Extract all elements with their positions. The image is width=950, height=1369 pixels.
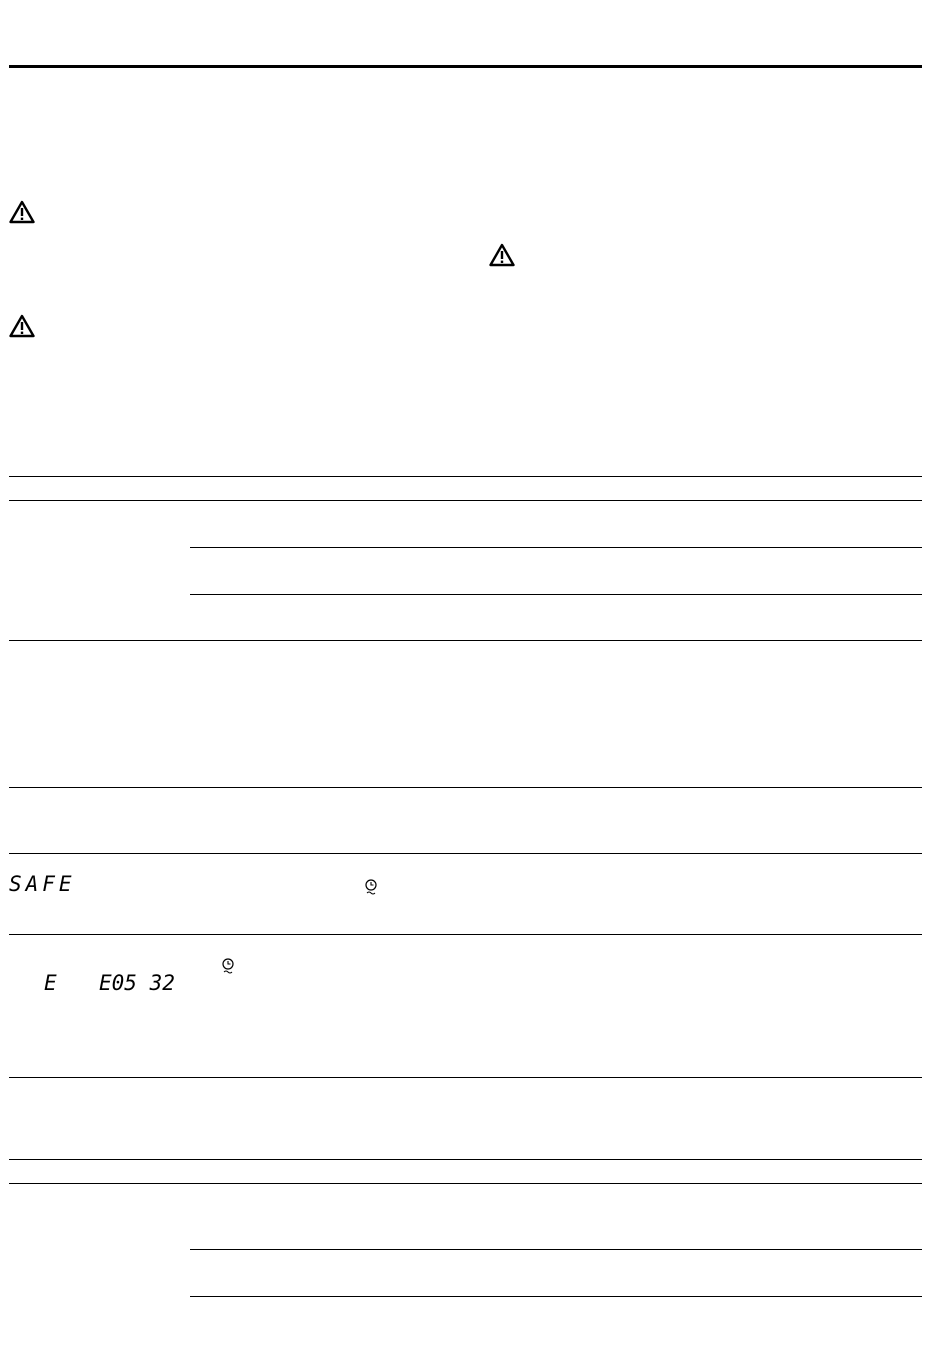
table-header-rule [9, 500, 922, 501]
sub-row-rule [190, 547, 922, 548]
display-readout-safe: SAFE [9, 872, 76, 896]
timer-clock-icon [221, 958, 235, 976]
sub-row-rule [190, 594, 922, 595]
display-readout-code: E05 32 [99, 971, 175, 995]
warning-icon [9, 200, 35, 224]
sub-row-rule [190, 1249, 922, 1250]
row-rule [9, 1077, 922, 1078]
sub-row-rule [190, 1296, 922, 1297]
row-rule [9, 1159, 922, 1160]
header-rule [9, 65, 922, 68]
display-readout-e: E [44, 971, 61, 995]
row-rule [9, 640, 922, 641]
row-rule [9, 934, 922, 935]
warning-icon [489, 243, 515, 267]
row-rule [9, 787, 922, 788]
warning-icon [9, 314, 35, 338]
timer-clock-icon [364, 879, 378, 897]
table-top-rule [9, 476, 922, 477]
row-rule [9, 1183, 922, 1184]
row-rule [9, 853, 922, 854]
